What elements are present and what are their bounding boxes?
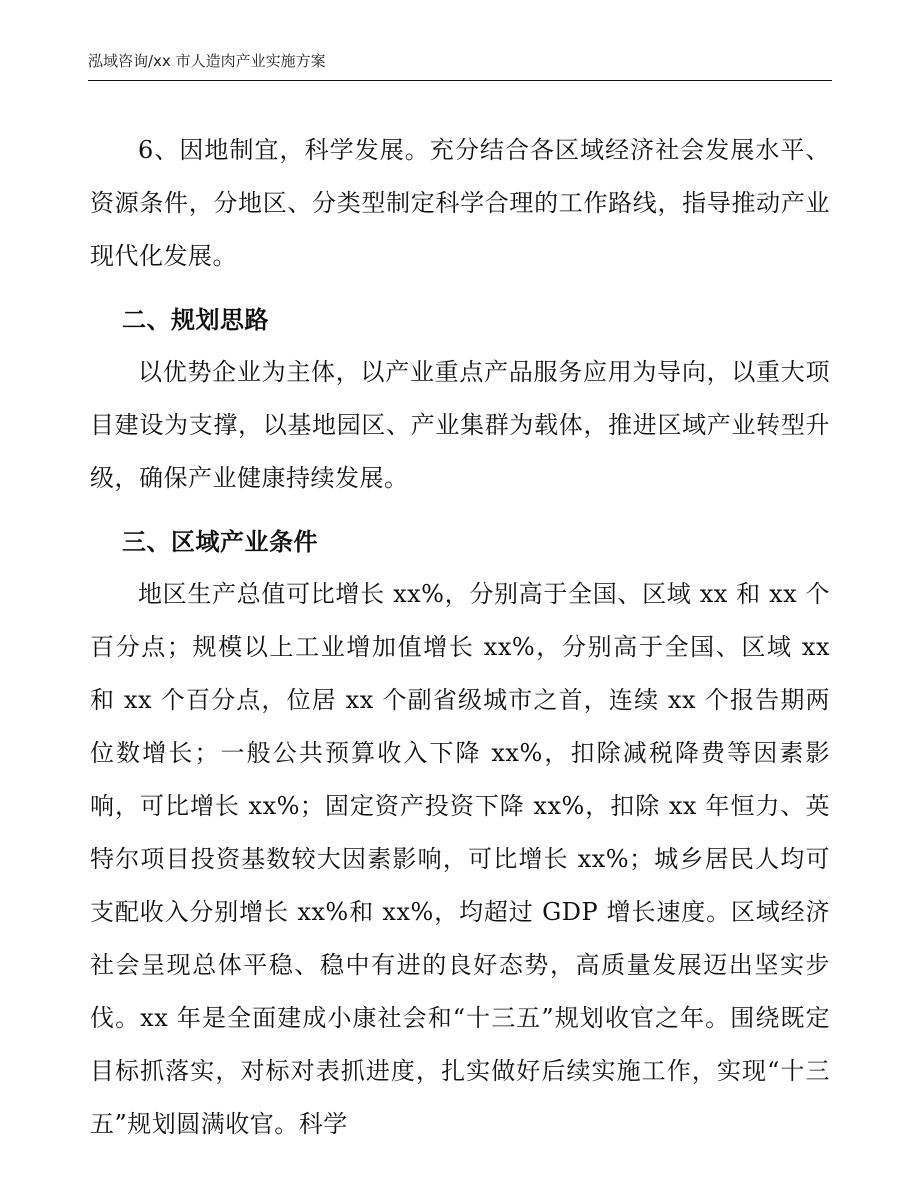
section-heading-regional-conditions: 三、区域产业条件: [122, 527, 318, 556]
section-heading-planning-ideas: 二、规划思路: [122, 305, 269, 334]
header-divider: [88, 80, 832, 81]
document-body: [90, 124, 830, 1151]
paragraph-item-6: 6、因地制宜，科学发展。充分结合各区域经济社会发展水平、资源条件，分地区、分类型制定科学合理的工作路线，指导推动产业现代化发展。: [90, 136, 830, 270]
paragraph-planning-ideas: 以优势企业为主体，以产业重点产品服务应用为导向，以重大项目建设为支撑，以基地园区、产业集群为载体，推进区域产业转型升级，确保产业健康持续发展。: [90, 358, 830, 492]
page-header-title: 泓域咨询/xx 市人造肉产业实施方案: [88, 52, 326, 70]
paragraph-regional-conditions: 地区生产总值可比增长 xx%，分别高于全国、区域 xx 和 xx 个百分点；规模以上工业增加值增长 xx%，分别高于全国、区域 xx 和 xx 个百分点，位居 xx 个副省级城市之首，连续 xx 个报告期两位数增长；一般公共预算收入下降 xx%，扣除减税降费等因素影响，可比增长 xx%；固定资产投资下降 xx%，扣除 xx 年恒力、英特尔项目投资基数较大因素影响，可比增长 xx%；城乡居民人均可支配收入分别增长 xx%和 xx%，均超过 GDP 增长速度。区域经济社会呈现总体平稳、稳中有进的良好态势，高质量发展迈出坚实步伐。xx 年是全面建成小康社会和“十三五”规划收官之年。围绕既定目标抓落实，对标对表抓进度，扎实做好后续实施工作，实现“十三五”规划圆满收官。科学: [90, 580, 830, 1138]
